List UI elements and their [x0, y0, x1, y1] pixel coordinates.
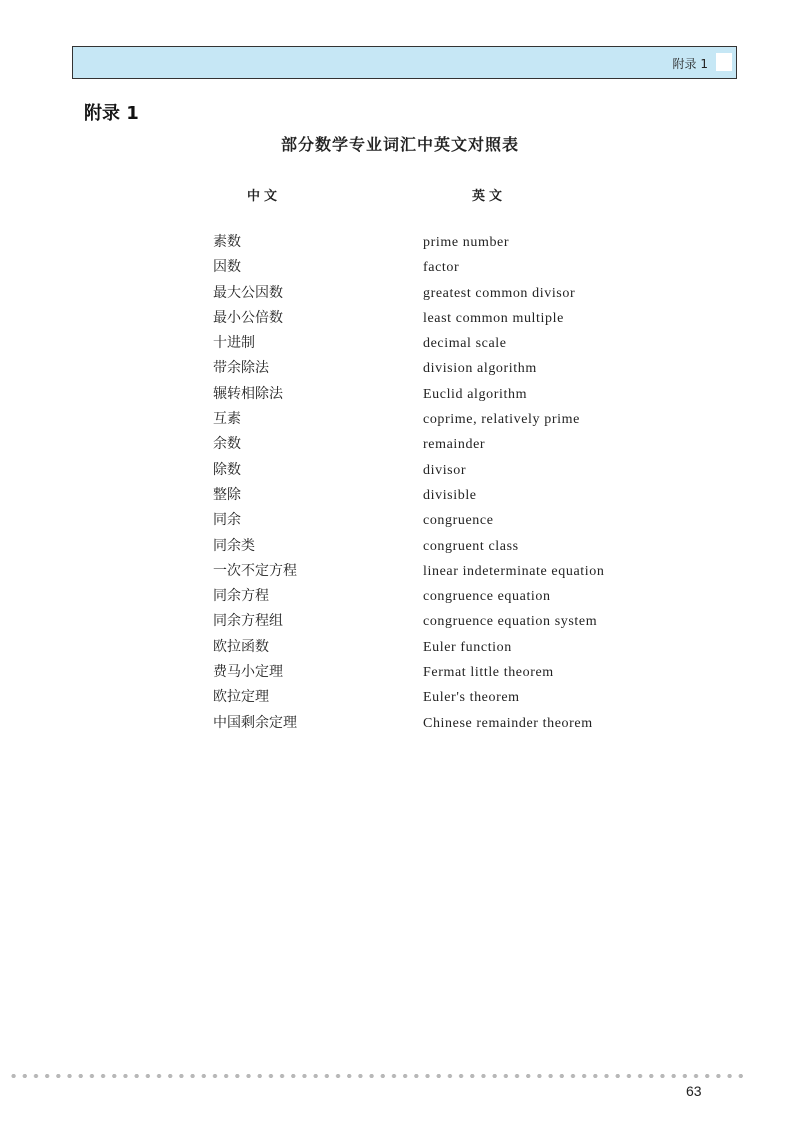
term-english: Fermat little theorem	[423, 665, 554, 681]
term-chinese: 整除	[213, 486, 241, 503]
term-row	[0, 382, 800, 407]
term-chinese: 费马小定理	[213, 664, 283, 681]
term-english: congruence	[423, 513, 494, 529]
term-row	[0, 483, 800, 508]
term-english: congruence equation	[423, 589, 551, 605]
term-row	[0, 534, 800, 559]
table-title: 部分数学专业词汇中英文对照表	[280, 135, 519, 154]
term-english: congruence equation system	[423, 614, 598, 630]
term-english: Chinese remainder theorem	[423, 715, 593, 731]
term-row	[0, 711, 800, 736]
term-chinese: 同余类	[213, 537, 255, 554]
term-english: divisible	[423, 487, 477, 503]
term-chinese: 最小公倍数	[213, 309, 283, 326]
term-chinese: 欧拉函数	[213, 638, 269, 655]
term-english: least common multiple	[423, 310, 564, 326]
term-row	[0, 331, 800, 356]
dotted-footer-divider	[8, 1073, 748, 1079]
term-row	[0, 281, 800, 306]
term-english: linear indeterminate equation	[423, 563, 605, 579]
term-english: decimal scale	[423, 336, 507, 352]
term-chinese: 辗转相除法	[213, 385, 283, 402]
page-number: 63	[686, 1083, 702, 1099]
column-header-chinese: 中文	[247, 189, 282, 204]
term-english: congruent class	[423, 538, 519, 554]
term-chinese: 最大公因数	[213, 284, 283, 301]
header-bar	[72, 46, 737, 79]
term-row	[0, 685, 800, 710]
term-row	[0, 356, 800, 381]
term-english: Euclid algorithm	[423, 386, 528, 402]
term-english: prime number	[423, 235, 510, 250]
terms-table	[0, 230, 800, 736]
term-row	[0, 306, 800, 331]
header-tab-marker	[716, 53, 732, 71]
term-english: Euler function	[423, 639, 512, 655]
term-row	[0, 609, 800, 634]
column-header-english: 英文	[472, 189, 507, 204]
term-chinese: 同余方程组	[213, 613, 283, 630]
term-chinese: 十进制	[213, 335, 255, 352]
term-row	[0, 508, 800, 533]
term-row	[0, 559, 800, 584]
term-english: greatest common divisor	[423, 285, 576, 301]
term-row	[0, 407, 800, 432]
term-chinese: 中国剩余定理	[213, 714, 297, 731]
term-chinese: 素数	[213, 234, 241, 250]
term-row	[0, 458, 800, 483]
term-chinese: 带余除法	[213, 360, 269, 377]
term-chinese: 除数	[213, 461, 241, 478]
term-english: factor	[423, 260, 460, 276]
term-row	[0, 255, 800, 280]
term-english: remainder	[423, 437, 486, 453]
term-row	[0, 660, 800, 685]
term-chinese: 欧拉定理	[213, 689, 269, 706]
term-row	[0, 584, 800, 609]
term-chinese: 同余	[213, 512, 241, 529]
term-english: Euler's theorem	[423, 690, 520, 706]
term-chinese: 互素	[213, 411, 241, 428]
appendix-title: 附录 1	[84, 103, 139, 124]
term-row	[0, 230, 800, 255]
term-english: division algorithm	[423, 361, 537, 377]
term-english: coprime, relatively prime	[423, 412, 580, 428]
term-row	[0, 635, 800, 660]
term-chinese: 余数	[213, 436, 241, 453]
header-label: 附录 1	[672, 57, 708, 71]
term-chinese: 因数	[213, 259, 241, 276]
term-chinese: 同余方程	[213, 588, 269, 605]
term-english: divisor	[423, 462, 467, 478]
term-chinese: 一次不定方程	[213, 562, 297, 579]
term-row	[0, 432, 800, 457]
